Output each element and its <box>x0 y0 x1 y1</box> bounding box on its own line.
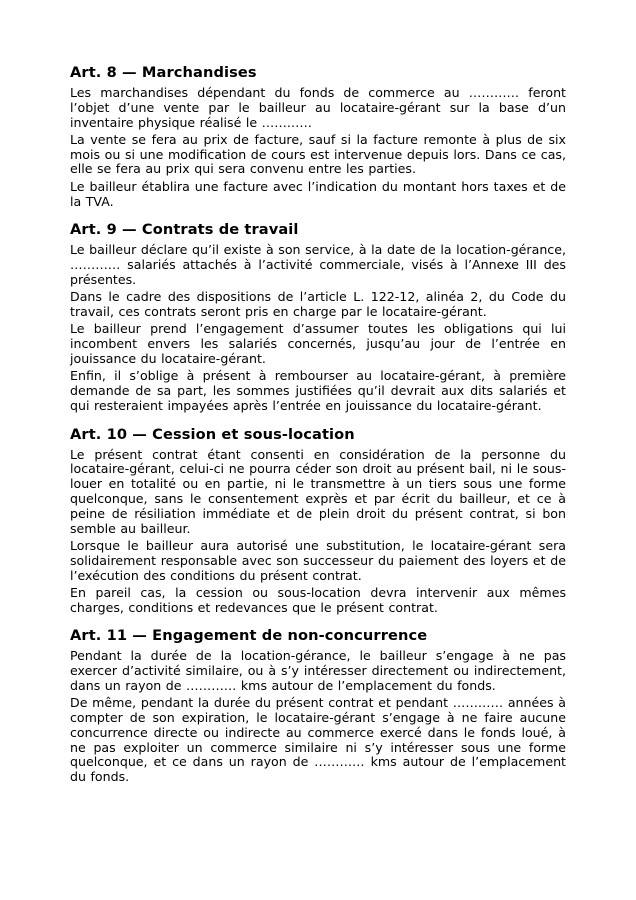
article-paragraph: Pendant la durée de la location-gérance, le bailleur s’engage à ne pas exercer d’activité similaire, ou à s’y intéresser directement ou indirectement, dans un rayon de ………… kms autour de l’emplacement du fonds. <box>70 648 566 693</box>
article-paragraph: Le bailleur déclare qu’il existe à son service, à la date de la location-gérance, ………… salariés attachés à l’activité commerciale, visés à l’Annexe III des présentes. <box>70 242 566 287</box>
article-heading: Art. 11 — Engagement de non-concurrence <box>70 627 428 645</box>
article-paragraph: Le bailleur établira une facture avec l’indication du montant hors taxes et de la TVA. <box>70 178 566 209</box>
contract-articles <box>70 64 566 785</box>
article-paragraph: Le présent contrat étant consenti en considération de la personne du locataire-gérant, celui-ci ne pourra céder son droit au présent bail, ni le sous-louer en totalité ou en partie, ni le transmettre à un tiers sous une forme quelconque, sans le consentement exprès et par écrit du bailleur, et ce à peine de résiliation immédiate et de plein droit du présent contrat, si bon semble au bailleur. <box>70 446 566 536</box>
article-paragraph: En pareil cas, la cession ou sous-location devra intervenir aux mêmes charges, conditions et redevances que le présent contrat. <box>70 584 566 615</box>
article-heading: Art. 10 — Cession et sous-location <box>70 425 355 443</box>
article-section <box>70 221 566 413</box>
article-paragraph: Les marchandises dépendant du fonds de commerce au ………… feront l’objet d’une vente par le bailleur au locataire-gérant sur la base d’un inventaire physique réalisé le ………… <box>70 85 566 130</box>
article-heading: Art. 8 — Marchandises <box>70 64 257 81</box>
article-paragraph: Lorsque le bailleur aura autorisé une substitution, le locataire-gérant sera solidairement responsable avec son successeur du paiement des loyers et de l’exécution des conditions du présent contrat. <box>70 537 566 583</box>
article-heading: Art. 9 — Contrats de travail <box>70 221 299 239</box>
article-paragraph: De même, pendant la durée du présent contrat et pendant ………… années à compter de son expiration, le locataire-gérant s’engage à ne faire aucune concurrence directe ou indirecte au commerce exercé dans le fonds loué, à ne pas exploiter un commerce similaire ni s’y intéresser sous une forme quelconque, et ce dans un rayon de ………… kms autour de l’emplacement du fonds. <box>70 695 566 785</box>
article-paragraph: La vente se fera au prix de facture, sauf si la facture remonte à plus de six mois ou si une modification de cours est intervenue depuis lors. Dans ce cas, elle se fera au prix qui sera convenu entre les parties. <box>70 131 566 177</box>
article-paragraph: Enfin, il s’oblige à présent à rembourser au locataire-gérant, à première demande de sa part, les sommes justifiées qu’il devrait aux dits salariés et qui resteraient impayées après l’entrée en jouissance du locataire-gérant. <box>70 368 566 413</box>
article-section <box>70 627 566 785</box>
article-section <box>70 426 566 616</box>
article-paragraph: Dans le cadre des dispositions de l’article L. 122-12, alinéa 2, du Code du travail, ces contrats seront pris en charge par le locataire-gérant. <box>70 289 566 320</box>
article-section <box>70 64 566 209</box>
article-paragraph: Le bailleur prend l’engagement d’assumer toutes les obligations qui lui incombent envers les salariés concernés, jusqu’au jour de l’entrée en jouissance du locataire-gérant. <box>70 321 566 366</box>
